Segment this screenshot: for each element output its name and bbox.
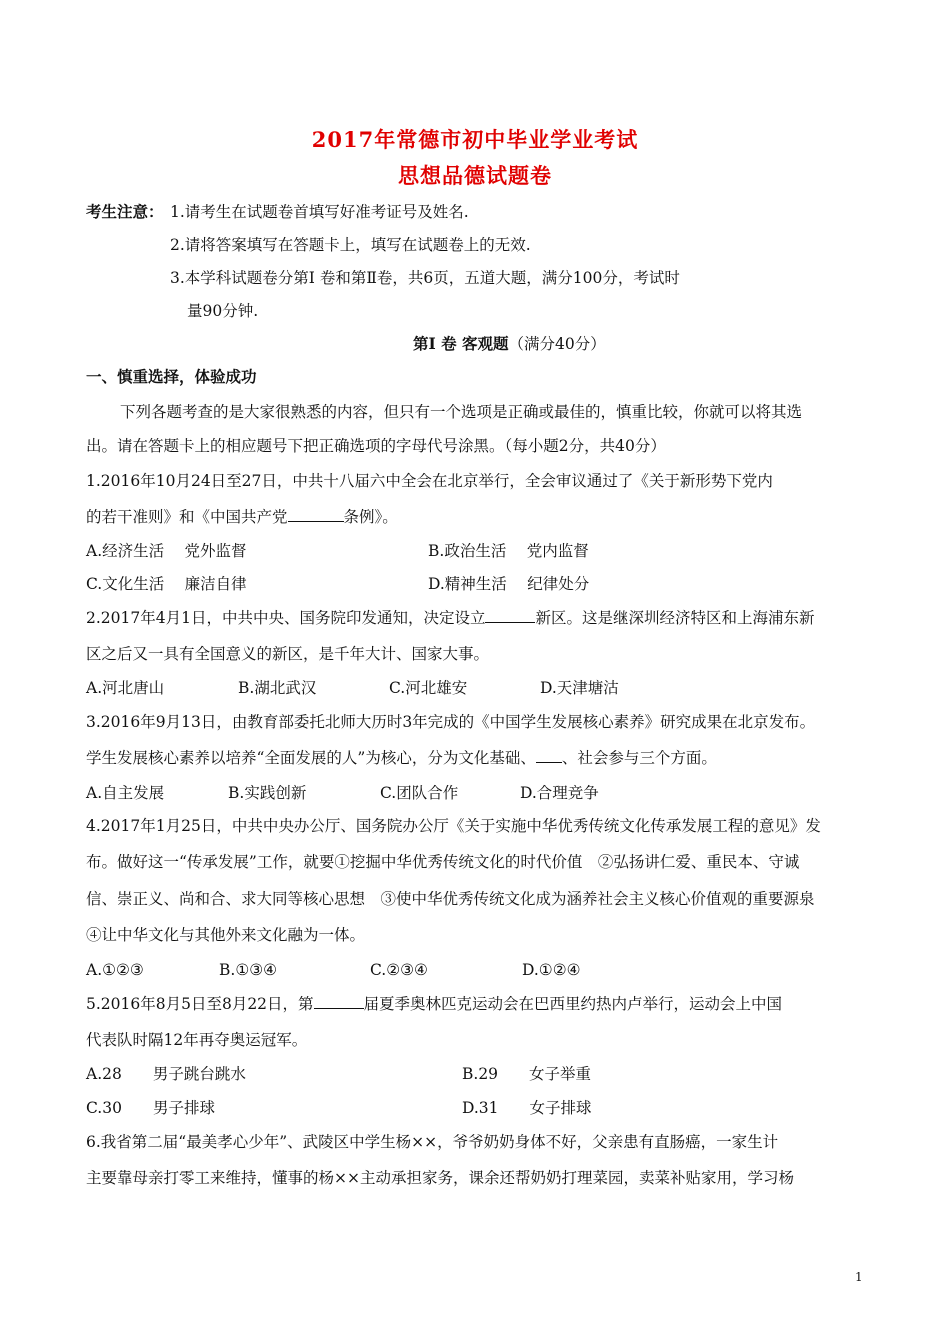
question-2-line-2: 区之后又一具有全国意义的新区，是千年大计、国家大事。: [86, 645, 490, 663]
answer-blank: [288, 507, 344, 522]
question-4-line-1: 4.2017年1月25日，中共中央办公厅、国务院办公厅《关于实施中华优秀传统文化传承发展工程的意见》发: [86, 817, 821, 835]
question-1-text-b: 条例》。: [343, 508, 398, 526]
question-1-option-c: C.文化生活 廉洁自律: [86, 575, 247, 593]
notice-item-3-cont: 量90分钟.: [187, 302, 259, 320]
section-intro-2: 出。请在答题卡上的相应题号下把正确选项的字母代号涂黑。（每小题2分，共40分）: [86, 437, 666, 455]
notice-item-3: 3.本学科试题卷分第Ⅰ 卷和第Ⅱ卷，共6页，五道大题，满分100分，考试时: [170, 269, 680, 287]
notice-label: 考生注意：: [86, 202, 164, 221]
part-title: [413, 334, 606, 354]
section-intro-1: 下列各题考查的是大家很熟悉的内容，但只有一个选项是正确或最佳的，慎重比较，你就可以将其选: [120, 403, 803, 421]
question-2-text-b: 新区。这是继深圳经济特区和上海浦东新: [535, 609, 815, 627]
question-4-option-b: B.①③④: [219, 961, 278, 979]
question-1-line-1: 1.2016年10月24日至27日，中共十八届六中全会在北京举行，全会审议通过了《关于新形势下党内: [86, 472, 773, 490]
question-5-option-c: C.30 男子排球: [86, 1099, 215, 1117]
part-title-text: 第Ⅰ 卷 客观题: [413, 334, 509, 353]
question-4-line-2: 布。做好这一“传承发展”工作，就要①挖掘中华优秀传统文化的时代价值 ②弘扬讲仁爱、重民本、守诚: [86, 853, 800, 871]
question-5-line-1: [86, 994, 782, 1014]
question-1-option-b: B.政治生活 党内监督: [428, 542, 589, 560]
question-2-option-b: B.湖北武汉: [238, 679, 317, 697]
question-5-option-b: B.29 女子举重: [462, 1065, 592, 1083]
question-3-option-a: A.自主发展: [86, 784, 165, 802]
exam-title: 2017年常德市初中毕业学业考试: [311, 127, 639, 152]
answer-blank: [485, 608, 535, 623]
question-5-line-2: 代表队时隔12年再夺奥运冠军。: [86, 1031, 308, 1049]
question-4-option-d: D.①②④: [522, 961, 581, 979]
question-1-line-2: [86, 507, 398, 527]
question-2-option-c: C.河北雄安: [389, 679, 468, 697]
question-1-option-d: D.精神生活 纪律处分: [428, 575, 590, 593]
question-3-option-d: D.合理竞争: [520, 784, 599, 802]
part-score: （满分40分）: [508, 335, 606, 353]
question-2-line-1: [86, 608, 814, 628]
question-6-line-1: 6.我省第二届“最美孝心少年”、武陵区中学生杨××，爷爷奶奶身体不好，父亲患有直肠癌，一家生计: [86, 1133, 779, 1151]
question-4-line-4: ④让中华文化与其他外来文化融为一体。: [86, 926, 366, 944]
question-5-text-a: 5.2016年8月5日至8月22日，第: [86, 995, 314, 1013]
question-5-text-b: 届夏季奥林匹克运动会在巴西里约热内卢举行，运动会上中国: [363, 995, 783, 1013]
notice-item-1: 1.请考生在试题卷首填写好准考证号及姓名.: [170, 203, 469, 221]
page-number: 1: [855, 1270, 863, 1284]
question-3-text-a: 学生发展核心素养以培养“全面发展的人”为核心，分为文化基础、: [86, 749, 536, 767]
question-1-option-a: A.经济生活 党外监督: [86, 542, 247, 560]
question-2-option-a: A.河北唐山: [86, 679, 165, 697]
question-2-option-d: D.天津塘沽: [540, 679, 619, 697]
question-6-line-2: 主要靠母亲打零工来维持，懂事的杨××主动承担家务，课余还帮奶奶打理菜园，卖菜补贴家用，学习杨: [86, 1169, 794, 1187]
question-1-text-a: 的若干准则》和《中国共产党: [86, 508, 288, 526]
question-4-line-3: 信、崇正义、尚和合、求大同等核心思想 ③使中华优秀传统文化成为涵养社会主义核心价值观的重要源泉: [86, 890, 815, 908]
question-3-option-b: B.实践创新: [228, 784, 307, 802]
exam-subtitle: 思想品德试题卷: [398, 163, 552, 188]
question-5-option-d: D.31 女子排球: [462, 1099, 592, 1117]
answer-blank: [314, 994, 364, 1009]
question-4-option-a: A.①②③: [86, 961, 144, 979]
question-3-line-2: [86, 748, 717, 768]
answer-blank: [536, 748, 562, 763]
notice-item-2: 2.请将答案填写在答题卡上，填写在试题卷上的无效.: [170, 236, 531, 254]
question-2-text-a: 2.2017年4月1日，中共中央、国务院印发通知，决定设立: [86, 609, 486, 627]
question-5-option-a: A.28 男子跳台跳水: [86, 1065, 246, 1083]
question-3-text-b: 、社会参与三个方面。: [561, 749, 717, 767]
section-heading: 一、慎重选择，体验成功: [86, 367, 257, 386]
question-3-option-c: C.团队合作: [380, 784, 459, 802]
question-4-option-c: C.②③④: [370, 961, 428, 979]
question-3-line-1: 3.2016年9月13日，由教育部委托北师大历时3年完成的《中国学生发展核心素养》研究成果在北京发布。: [86, 713, 816, 731]
